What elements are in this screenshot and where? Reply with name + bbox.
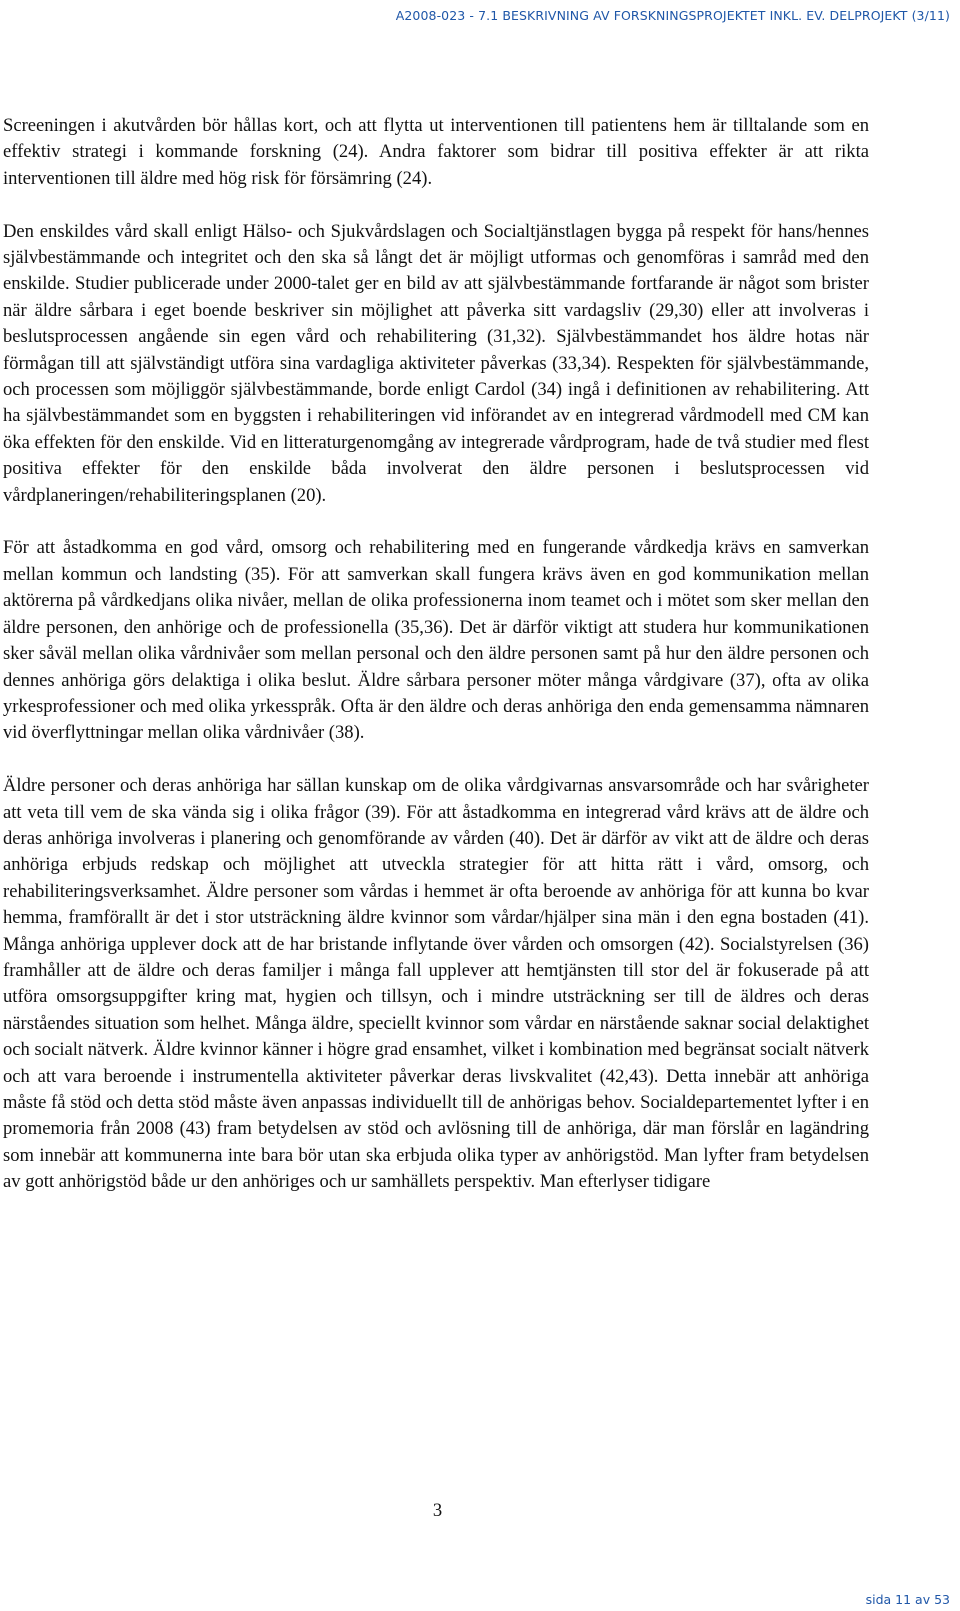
document-body [3, 113, 869, 1222]
document-header: A2008-023 - 7.1 BESKRIVNING AV FORSKNINGSPROJEKTET INKL. EV. DELPROJEKT (3/11) [395, 8, 950, 23]
paragraph-1: Screeningen i akutvården bör hållas kort, och att flytta ut interventionen till patientens hem är tilltalande som en effektiv strategi i kommande forskning (24). Andra faktorer som bidrar till positiva effekter är att rikta interventionen till äldre med hög risk för försämring (24). [3, 115, 869, 189]
paragraph-4: Äldre personer och deras anhöriga har sällan kunskap om de olika vårdgivarnas ansvarsområde och har svårigheter att veta till vem de ska vända sig i olika frågor (39). För att åstadkomma en integrerad vård krävs att de äldre och deras anhöriga involveras i planering och genomförande av vården (40). Det är därför av vikt att de äldre och deras anhöriga erbjuds redskap och möjlighet att utveckla strategier för att hitta rätt i vård, omsorg, och rehabiliteringsverksamhet. Äldre personer som vårdas i hemmet är ofta beroende av anhöriga för att kunna bo kvar hemma, framförallt är det i stor utsträckning äldre kvinnor som vårdar/hjälper sina män i den egna bostaden (41). Många anhöriga upplever dock att de har bristande inflytande över vården och omsorgen (42). Socialstyrelsen (36) framhåller att de äldre och deras familjer i många fall upplever att hemtjänsten till stor del är fokuserade på att utföra omsorgsuppgifter kring mat, hygien och tillsyn, och i mindre utsträckning ser till de äldres och deras närståendes situation som helhet. Många äldre, speciellt kvinnor som vårdar en närstående saknar social delaktighet och socialt nätverk. Äldre kvinnor känner i högre grad ensamhet, vilket i kombination med begränsat socialt nätverk och att vara beroende i instrumentella aktiviteter påverkar deras livskvalitet (42,43). Detta innebär att anhöriga måste få stöd och detta stöd måste även anpassas individuellt till de anhörigas behov. Socialdepartementet lyfter i en promemoria från 2008 (43) fram betydelsen av stöd och avlösning till de anhöriga, där man förslår en lagändring som innebär att kommunerna inte bara bör utan ska erbjuda olika typer av anhörigstöd. Man lyfter fram betydelsen av gott anhörigstöd både ur den anhöriges och ur samhällets perspektiv. Man efterlyser tidigare [3, 775, 869, 1193]
paragraph-3: För att åstadkomma en god vård, omsorg och rehabilitering med en fungerande vårdkedja krävs en samverkan mellan kommun och landsting (35). För att samverkan skall fungera krävs även en god kommunikation mellan aktörerna på vårdkedjans olika nivåer, mellan de olika professionerna inom teamet och i mötet som sker mellan den äldre personen, den anhörige och de professionella (35,36). Det är därför viktigt att studera hur kommunikationen sker såväl mellan olika vårdnivåer som mellan personal och den äldre personen samt på hur den äldre personen och dennes anhöriga görs delaktiga i olika beslut. Äldre sårbara personer möter många vårdgivare (37), ofta av olika yrkesprofessioner och med olika yrkesspråk. Ofta är den äldre och deras anhöriga den enda gemensamma nämnaren vid överflyttningar mellan olika vårdnivåer (38). [3, 537, 869, 744]
paragraph-2: Den enskildes vård skall enligt Hälso- och Sjukvårdslagen och Socialtjänstlagen bygga på respekt för hans/hennes självbestämmande och integritet och den ska så långt det är möjligt utformas och genomföras i samråd med den enskilde. Studier publicerade under 2000-talet ger en bild av att självbestämmande fortfarande är något som brister när äldre sårbara i eget boende beskriver sin möjlighet att påverka sitt vardagsliv (29,30) eller att involveras i beslutsprocessen angående sin egen vård och rehabilitering (31,32). Självbestämmandet hos äldre hotas när förmågan till att självständigt utföra sina vardagliga aktiviteter påverkas (33,34). Respekten för självbestämmande, och processen som möjliggör självbestämmande, borde enligt Cardol (34) ingå i definitionen av rehabilitering. Att ha självbestämmandet som en byggsten i rehabiliteringen vid införandet av en integrerad vårdmodell med CM kan öka effekten för den enskilde. Vid en litteraturgenomgång av integrerade vårdprogram, hade de två studier med flest positiva effekter för den enskilde båda involverat den äldre personen i beslutsprocessen vid vårdplaneringen/rehabiliteringsplanen (20). [3, 220, 869, 506]
page-number: 3 [432, 1500, 443, 1521]
document-footer: sida 11 av 53 [865, 1592, 950, 1607]
